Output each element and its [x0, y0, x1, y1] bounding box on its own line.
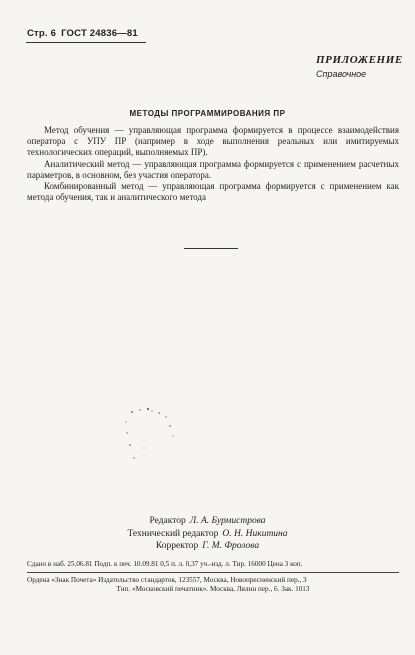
- imprint-printer: Тип. «Московский печатник». Москва, Лялин пер., 6. Зак. 1013: [116, 585, 310, 593]
- staff-editor: [0, 515, 415, 528]
- staff-role: Редактор: [149, 516, 186, 526]
- appendix-block: [316, 54, 403, 79]
- imprint-publisher: Ордена «Знак Почета» Издательство стандартов, 123557, Москва, Новопресненский пер., 3: [27, 576, 307, 584]
- staff-proofreader: [0, 540, 415, 553]
- standard-code: ГОСТ 24836—81: [61, 28, 138, 39]
- page-header: [27, 28, 138, 39]
- imprint-rule: [27, 572, 399, 573]
- staff-person: О. Н. Никитина: [222, 528, 288, 539]
- imprint: [27, 560, 399, 594]
- staff-technical-editor: [0, 528, 415, 541]
- staff-person: Г. М. Фролова: [202, 541, 260, 551]
- end-rule: [184, 248, 238, 249]
- imprint-print-data: Сдано в наб. 25.06.81 Подп. к печ. 10.09.81 0,5 п. л. 0,37 уч.-изд. л. Тир. 16000 Цена 3 коп.: [27, 560, 303, 568]
- appendix-title: ПРИЛОЖЕНИЕ: [316, 54, 403, 66]
- paragraph-analytical-method: Аналитический метод — управляющая программа формируется с применением расчетных параметров, в основном, без участия оператора.: [27, 158, 399, 180]
- staff-person: Л. А. Бурмистрова: [189, 516, 266, 526]
- body-text: [27, 125, 399, 203]
- staff-role: Корректор: [155, 541, 199, 551]
- section-title: МЕТОДЫ ПРОГРАММИРОВАНИЯ ПР: [129, 109, 286, 118]
- staff-role: Технический редактор: [127, 528, 219, 539]
- scan-specks: [118, 400, 188, 470]
- appendix-subtitle: Справочное: [316, 69, 367, 79]
- paragraph-teaching-method: Метод обучения — управляющая программа формируется в процессе взаимодействия оператора с УПУ ПР (например в ходе выполнения реальных или имитируемых технологических операций, выполняемых ПР).: [27, 125, 399, 158]
- header-rule: [26, 42, 146, 43]
- page-number: Стр. 6: [27, 28, 57, 39]
- paragraph-combined-method: Комбинированный метод — управляющая программа формируется с применением как метода обучения, так и аналитического метода: [27, 181, 399, 203]
- editorial-staff: [0, 515, 415, 553]
